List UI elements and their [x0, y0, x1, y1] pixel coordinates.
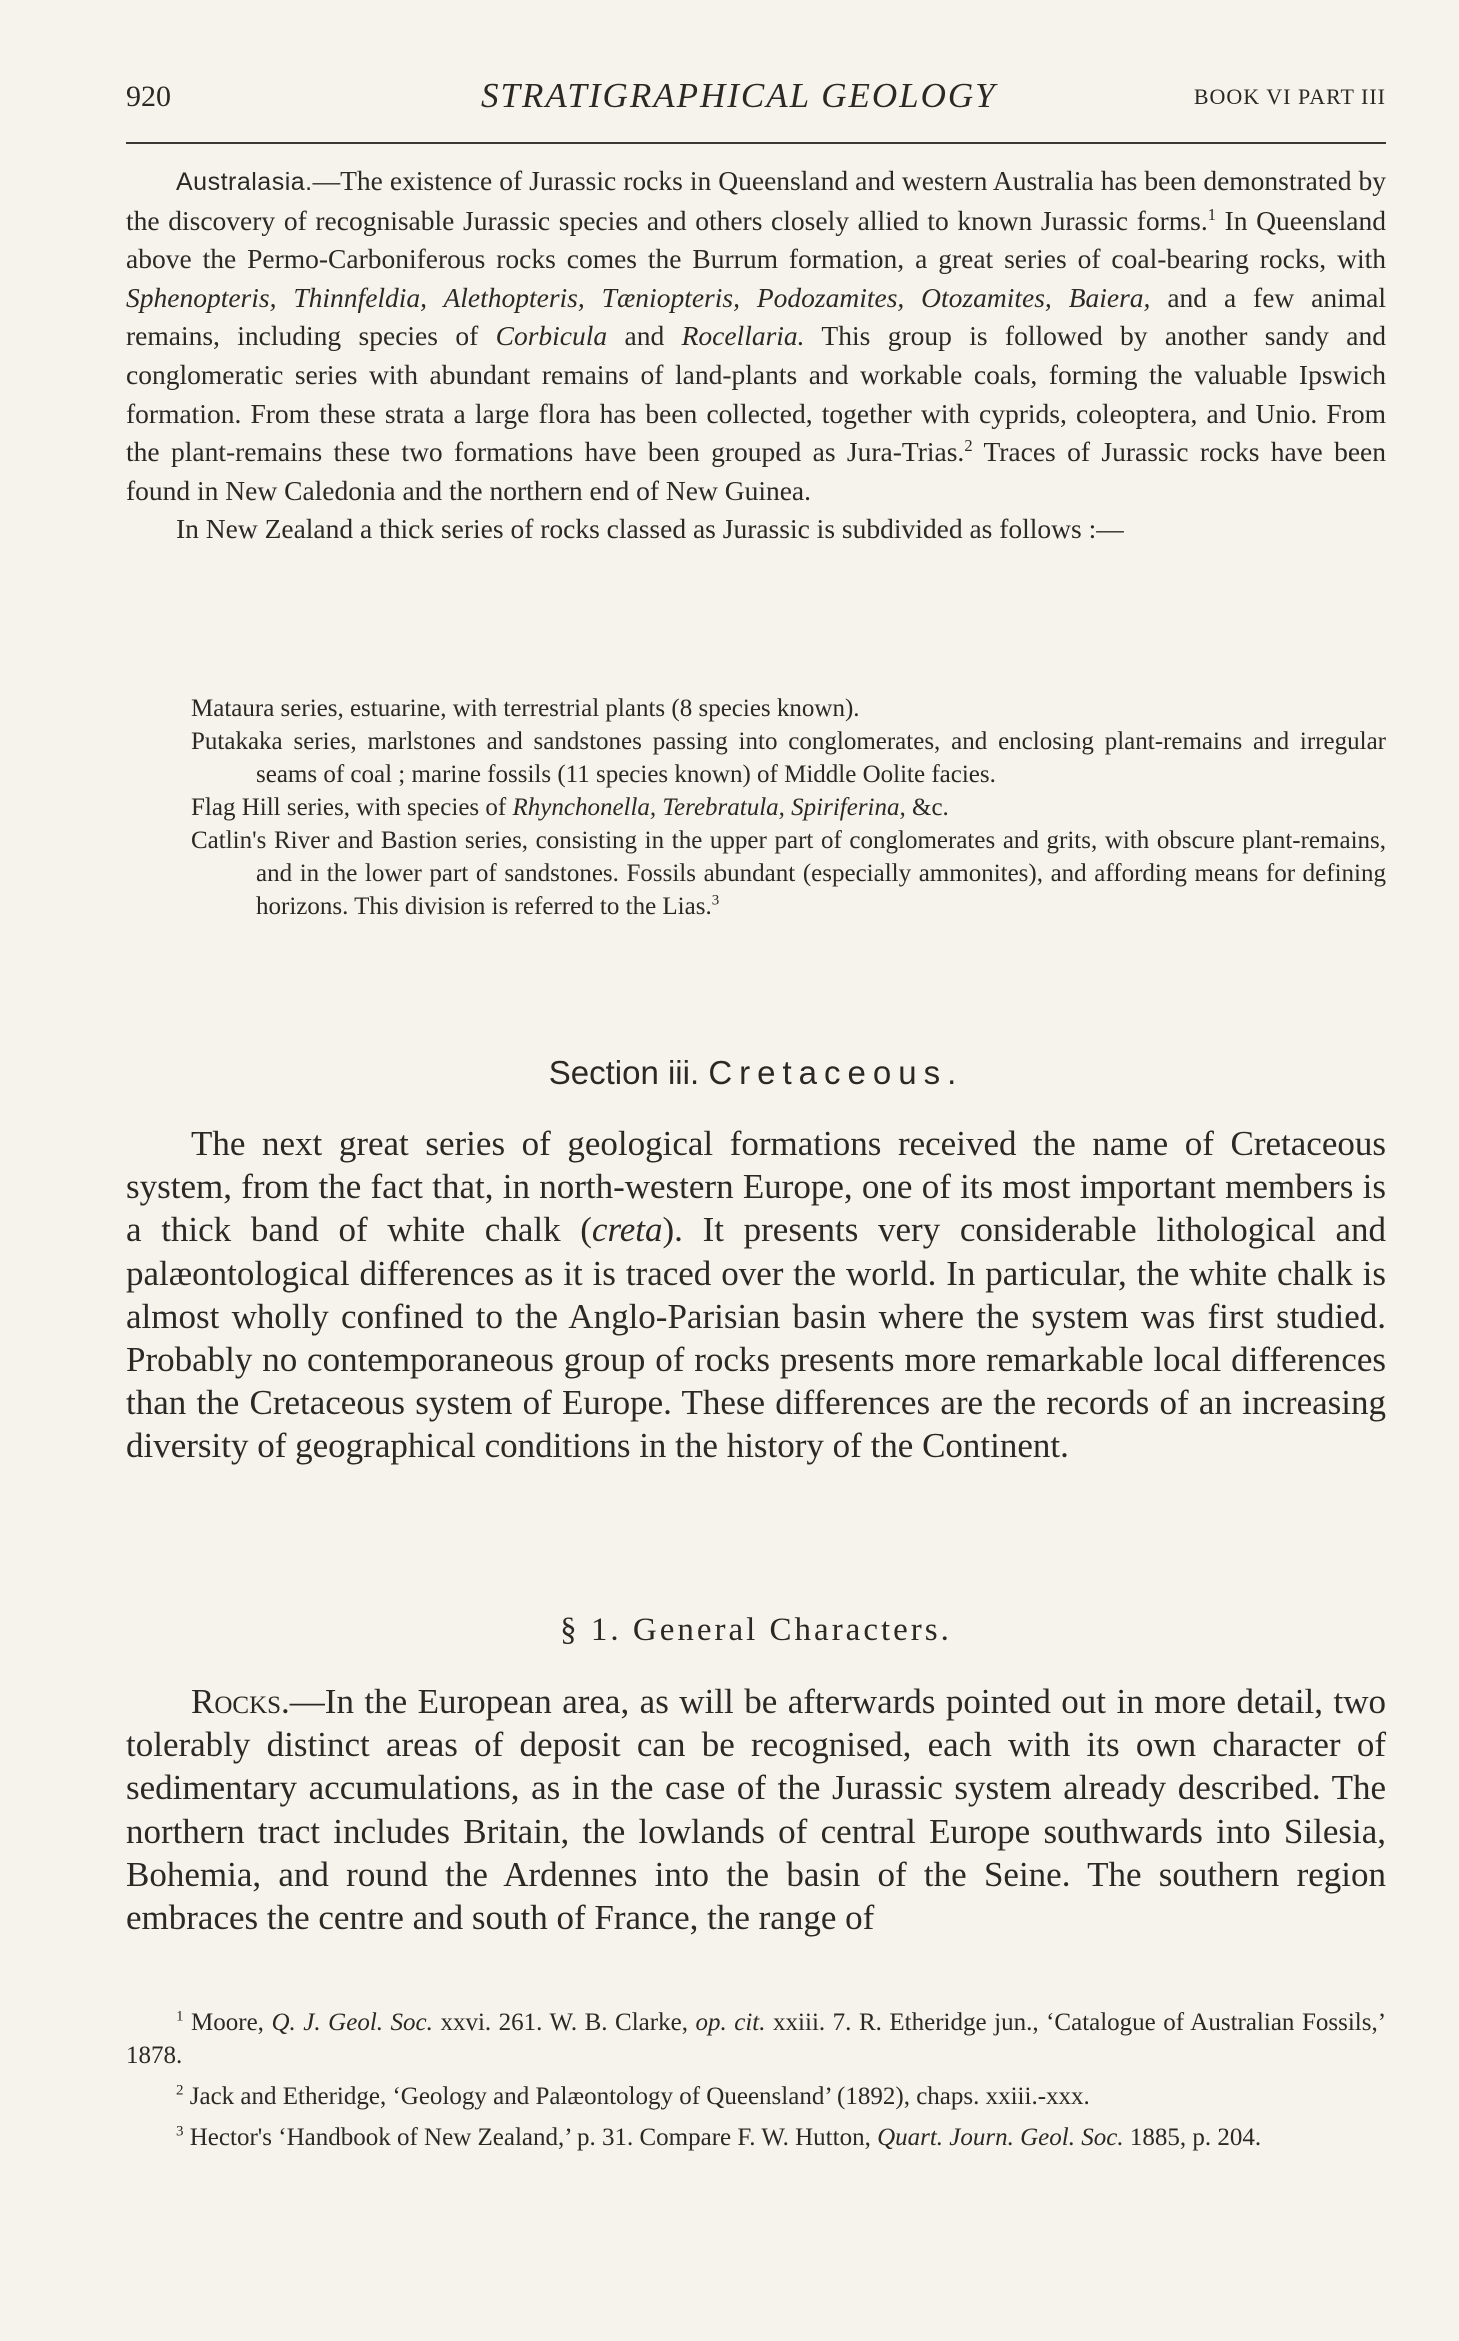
footnote-3: $^3$ Hector's ‘Handbook of New Zealand,’ p. 31. Compare F. W. Hutton, Quart. Journ. Geol. Soc. 1885, p. 204. [176, 2123, 1262, 2151]
list-item-catlins-river: Catlin's River and Bastion series, consisting in the upper part of conglomerates and grits, with obscure plant-remains, and in the lower part of sandstones. Fossils abundant (especially ammonites), and affording means for defining horizons. This division is referred to the Lias.$^3$ [191, 827, 1386, 920]
rocks-label: Rocks. [191, 1682, 290, 1721]
footnote-2: $^2$ Jack and Etheridge, ‘Geology and Palæontology of Queensland’ (1892), chaps. xxiii.-xxx. [176, 2082, 1090, 2110]
general-characters-heading: § 1. General Characters. [560, 1612, 952, 1648]
cretaceous-intro [126, 1122, 1386, 1468]
footnote-1: $^1$ Moore, Q. J. Geol. Soc. xxvi. 261. W. B. Clarke, op. cit. xxiii. 7. R. Etheridge jun., ‘Catalogue of Australian Fossils,’ 1878. [126, 2008, 1387, 2069]
australasia-block [126, 162, 1386, 549]
australasia-paragraph: Australasia.—The existence of Jurassic rocks in Queensland and western Australia has been demonstrated by the discovery of recognisable Jurassic species and others closely allied to known Jurassic forms.$^1$ In Queensland above the Permo-Carboniferous rocks comes the Burrum formation, a great series of coal-bearing rocks, with Sphenopteris, Thinnfeldia, Alethopteris, Tæniopteris, Podozamites, Otozamites, Baiera, and a few animal remains, including species of Corbicula and Rocellaria. This group is followed by another sandy and conglomeratic series with abundant remains of land-plants and workable coals, forming the valuable Ipswich formation. From these strata a large flora has been collected, together with cyprids, coleoptera, and Unio. From the plant-remains these two formations have been grouped as Jura-Trias.$^2$ Traces of Jurassic rocks have been found in New Caledonia and the northern end of New Guinea. [126, 165, 1387, 506]
footnote-ref-1: 1 [1207, 204, 1216, 224]
burrum-genera: Sphenopteris, Thinnfeldia, Alethopteris, Tæniopteris, Podozamites, Otozamites, Baiera, [126, 281, 1151, 313]
rocks-paragraph: Rocks.—In the European area, as will be afterwards pointed out in more detail, two tolerably distinct areas of deposit can be recognised, each with its own character of sedimentary accumulations, as in the case of the Jurassic system already described. The northern tract includes Britain, the lowlands of central Europe southwards into Silesia, Bohemia, and round the Ardennes into the basin of the Seine. The southern region embraces the centre and south of France, the range of [126, 1682, 1386, 1938]
page-number: 920 [126, 80, 171, 113]
footnotes [126, 2006, 1386, 2162]
section-name: Cretaceous. [708, 1054, 964, 1091]
header-rule [126, 142, 1386, 144]
intro-paragraph: The next great series of geological formations received the name of Cretaceous system, from the fact that, in north-western Europe, one of its most important members is a thick band of white chalk (creta). It presents very considerable lithological and palæontological differences as it is traced over the world. In particular, the white chalk is almost wholly confined to the Anglo-Parisian basin where the system was first studied. Probably no contemporaneous group of rocks presents more remarkable local differences than the Cretaceous system of Europe. These differences are the records of an increasing diversity of geographical conditions in the history of the Continent. [126, 1124, 1386, 1466]
footnote-ref-2: 2 [964, 436, 973, 455]
australasia-heading: Australasia. [176, 168, 313, 196]
new-zealand-intro: In New Zealand a thick series of rocks classed as Jurassic is subdivided as follows :— [176, 513, 1124, 545]
list-item-mataura: Mataura series, estuarine, with terrestrial plants (8 species known). [191, 695, 860, 722]
list-item-flag-hill: Flag Hill series, with species of Rhynchonella, Terebratula, Spiriferina, &c. [191, 794, 949, 821]
nz-series-list [126, 692, 1386, 923]
page-header [126, 76, 1386, 130]
list-item-putakaka: Putakaka series, marlstones and sandstones passing into conglomerates, and enclosing plant-remains and irregular seams of coal ; marine fossils (11 species known) of Middle Oolite facies. [191, 728, 1386, 788]
rocks-block [126, 1680, 1386, 1939]
section-heading: Section iii. Cretaceous. [548, 1054, 964, 1091]
book-part-label: BOOK VI PART III [1193, 84, 1386, 109]
footnote-ref-3: 3 [711, 892, 720, 909]
running-title: STRATIGRAPHICAL GEOLOGY [481, 76, 997, 115]
